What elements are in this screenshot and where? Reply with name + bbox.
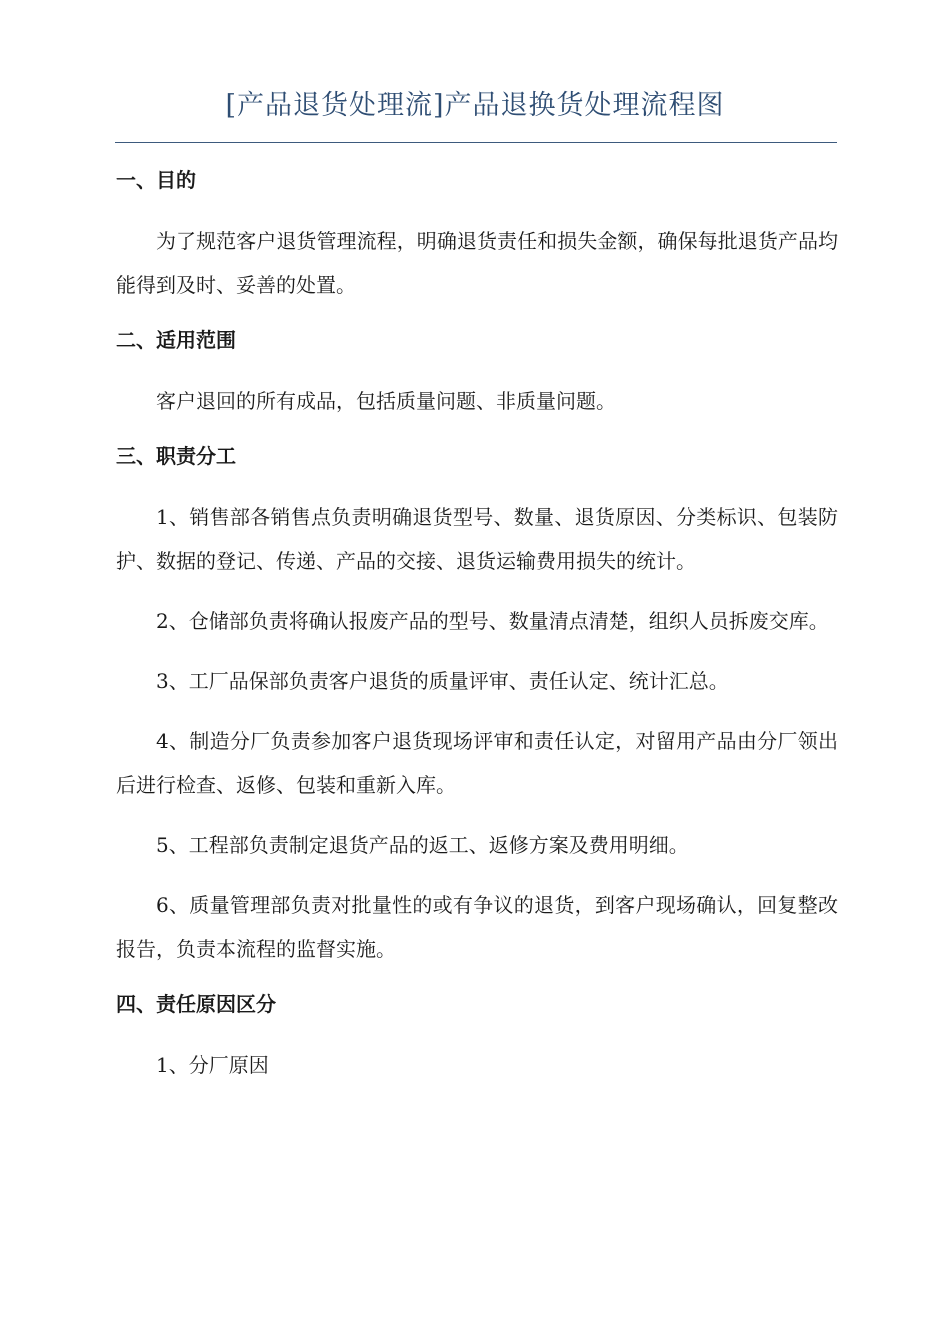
section-heading: 二、适用范围 <box>116 328 236 352</box>
section-heading: 一、目的 <box>116 168 196 192</box>
section-paragraph: 客户退回的所有成品，包括质量问题、非质量问题。 <box>156 389 616 413</box>
section-paragraph: 为了规范客户退货管理流程，明确退货责任和损失金额，确保每批退货产品均能得到及时、妥善的处置。 <box>116 229 838 297</box>
section-paragraph: 5、工程部负责制定退货产品的返工、返修方案及费用明细。 <box>156 833 689 857</box>
section-paragraph: 4、制造分厂负责参加客户退货现场评审和责任认定，对留用产品由分厂领出后进行检查、返修、包装和重新入库。 <box>116 729 838 797</box>
title-divider <box>115 142 837 143</box>
section-scope <box>116 323 838 439</box>
section-purpose <box>116 163 838 323</box>
section-responsibilities <box>116 439 838 987</box>
section-paragraph: 1、销售部各销售点负责明确退货型号、数量、退货原因、分类标识、包装防护、数据的登记、传递、产品的交接、退货运输费用损失的统计。 <box>116 505 838 573</box>
section-paragraph: 6、质量管理部负责对批量性的或有争议的退货，到客户现场确认，回复整改报告，负责本流程的监督实施。 <box>116 893 838 961</box>
document-body <box>116 163 838 1087</box>
document-title: [产品退货处理流]产品退换货处理流程图 <box>225 90 725 121</box>
section-paragraph: 3、工厂品保部负责客户退货的质量评审、责任认定、统计汇总。 <box>156 669 729 693</box>
section-heading: 三、职责分工 <box>116 444 236 468</box>
section-heading: 四、责任原因区分 <box>116 992 276 1016</box>
section-paragraph: 2、仓储部负责将确认报废产品的型号、数量清点清楚，组织人员拆废交库。 <box>156 609 829 633</box>
section-paragraph: 1、分厂原因 <box>156 1053 269 1077</box>
section-liability <box>116 987 838 1087</box>
